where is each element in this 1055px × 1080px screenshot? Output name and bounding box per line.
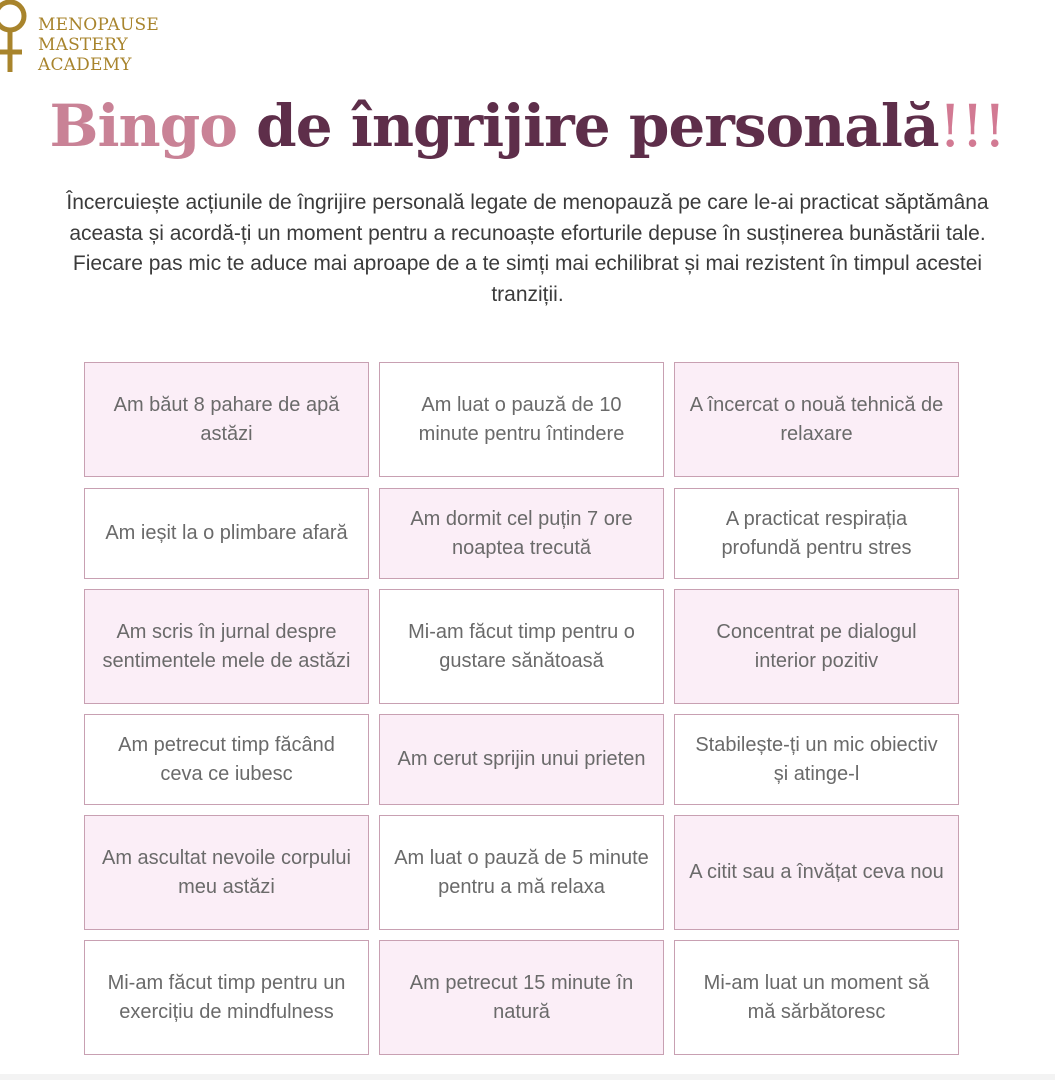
bingo-cell[interactable]: Mi-am luat un moment să mă sărbătoresc [674,940,959,1055]
bingo-cell[interactable]: Am scris în jurnal despre sentimentele mele de astăzi [84,589,369,704]
bingo-cell[interactable]: A practicat respirația profundă pentru stres [674,488,959,579]
bingo-cell[interactable]: Am dormit cel puțin 7 ore noaptea trecută [379,488,664,579]
bingo-cell[interactable]: Am ascultat nevoile corpului meu astăzi [84,815,369,930]
bingo-cell[interactable]: Stabilește-ți un mic obiectiv și atinge-l [674,714,959,805]
bingo-cell[interactable]: Am băut 8 pahare de apă astăzi [84,362,369,477]
intro-text: Încercuiește acțiunile de îngrijire personală legate de menopauză pe care le-ai practicat săptămâna aceasta și acordă-ți un moment pentru a recunoaște eforturile depuse în susținerea bunăstării tale. Fiecare pas mic te aduce mai aproape de a te simți mai echilibrat și mai rezistent în timpul acestei tranziții. [66,191,989,306]
brand-line-2: MASTERY [38,35,128,55]
brand-line-1: MENOPAUSE [38,15,159,35]
bingo-cell[interactable]: Am ieșit la o plimbare afară [84,488,369,579]
bingo-cell[interactable]: Am petrecut 15 minute în natură [379,940,664,1055]
title-main: de îngrijire personală [236,92,939,160]
bingo-cell[interactable]: A citit sau a învățat ceva nou [674,815,959,930]
bingo-cell[interactable]: Mi-am făcut timp pentru un exercițiu de mindfulness [84,940,369,1055]
bingo-cell[interactable]: Concentrat pe dialogul interior pozitiv [674,589,959,704]
page-bottom-divider [0,1074,1055,1080]
bingo-cell[interactable]: Am petrecut timp făcând ceva ce iubesc [84,714,369,805]
title-bingo: Bingo [49,92,237,160]
bingo-cell[interactable]: Mi-am făcut timp pentru o gustare sănătoasă [379,589,664,704]
bingo-cell[interactable]: A încercat o nouă tehnică de relaxare [674,362,959,477]
bingo-cell[interactable]: Am cerut sprijin unui prieten [379,714,664,805]
title-exclamation: !!! [938,92,1006,160]
bingo-cell[interactable]: Am luat o pauză de 10 minute pentru întindere [379,362,664,477]
bingo-cell[interactable]: Am luat o pauză de 5 minute pentru a mă relaxa [379,815,664,930]
brand-line-3: ACADEMY [38,55,132,75]
